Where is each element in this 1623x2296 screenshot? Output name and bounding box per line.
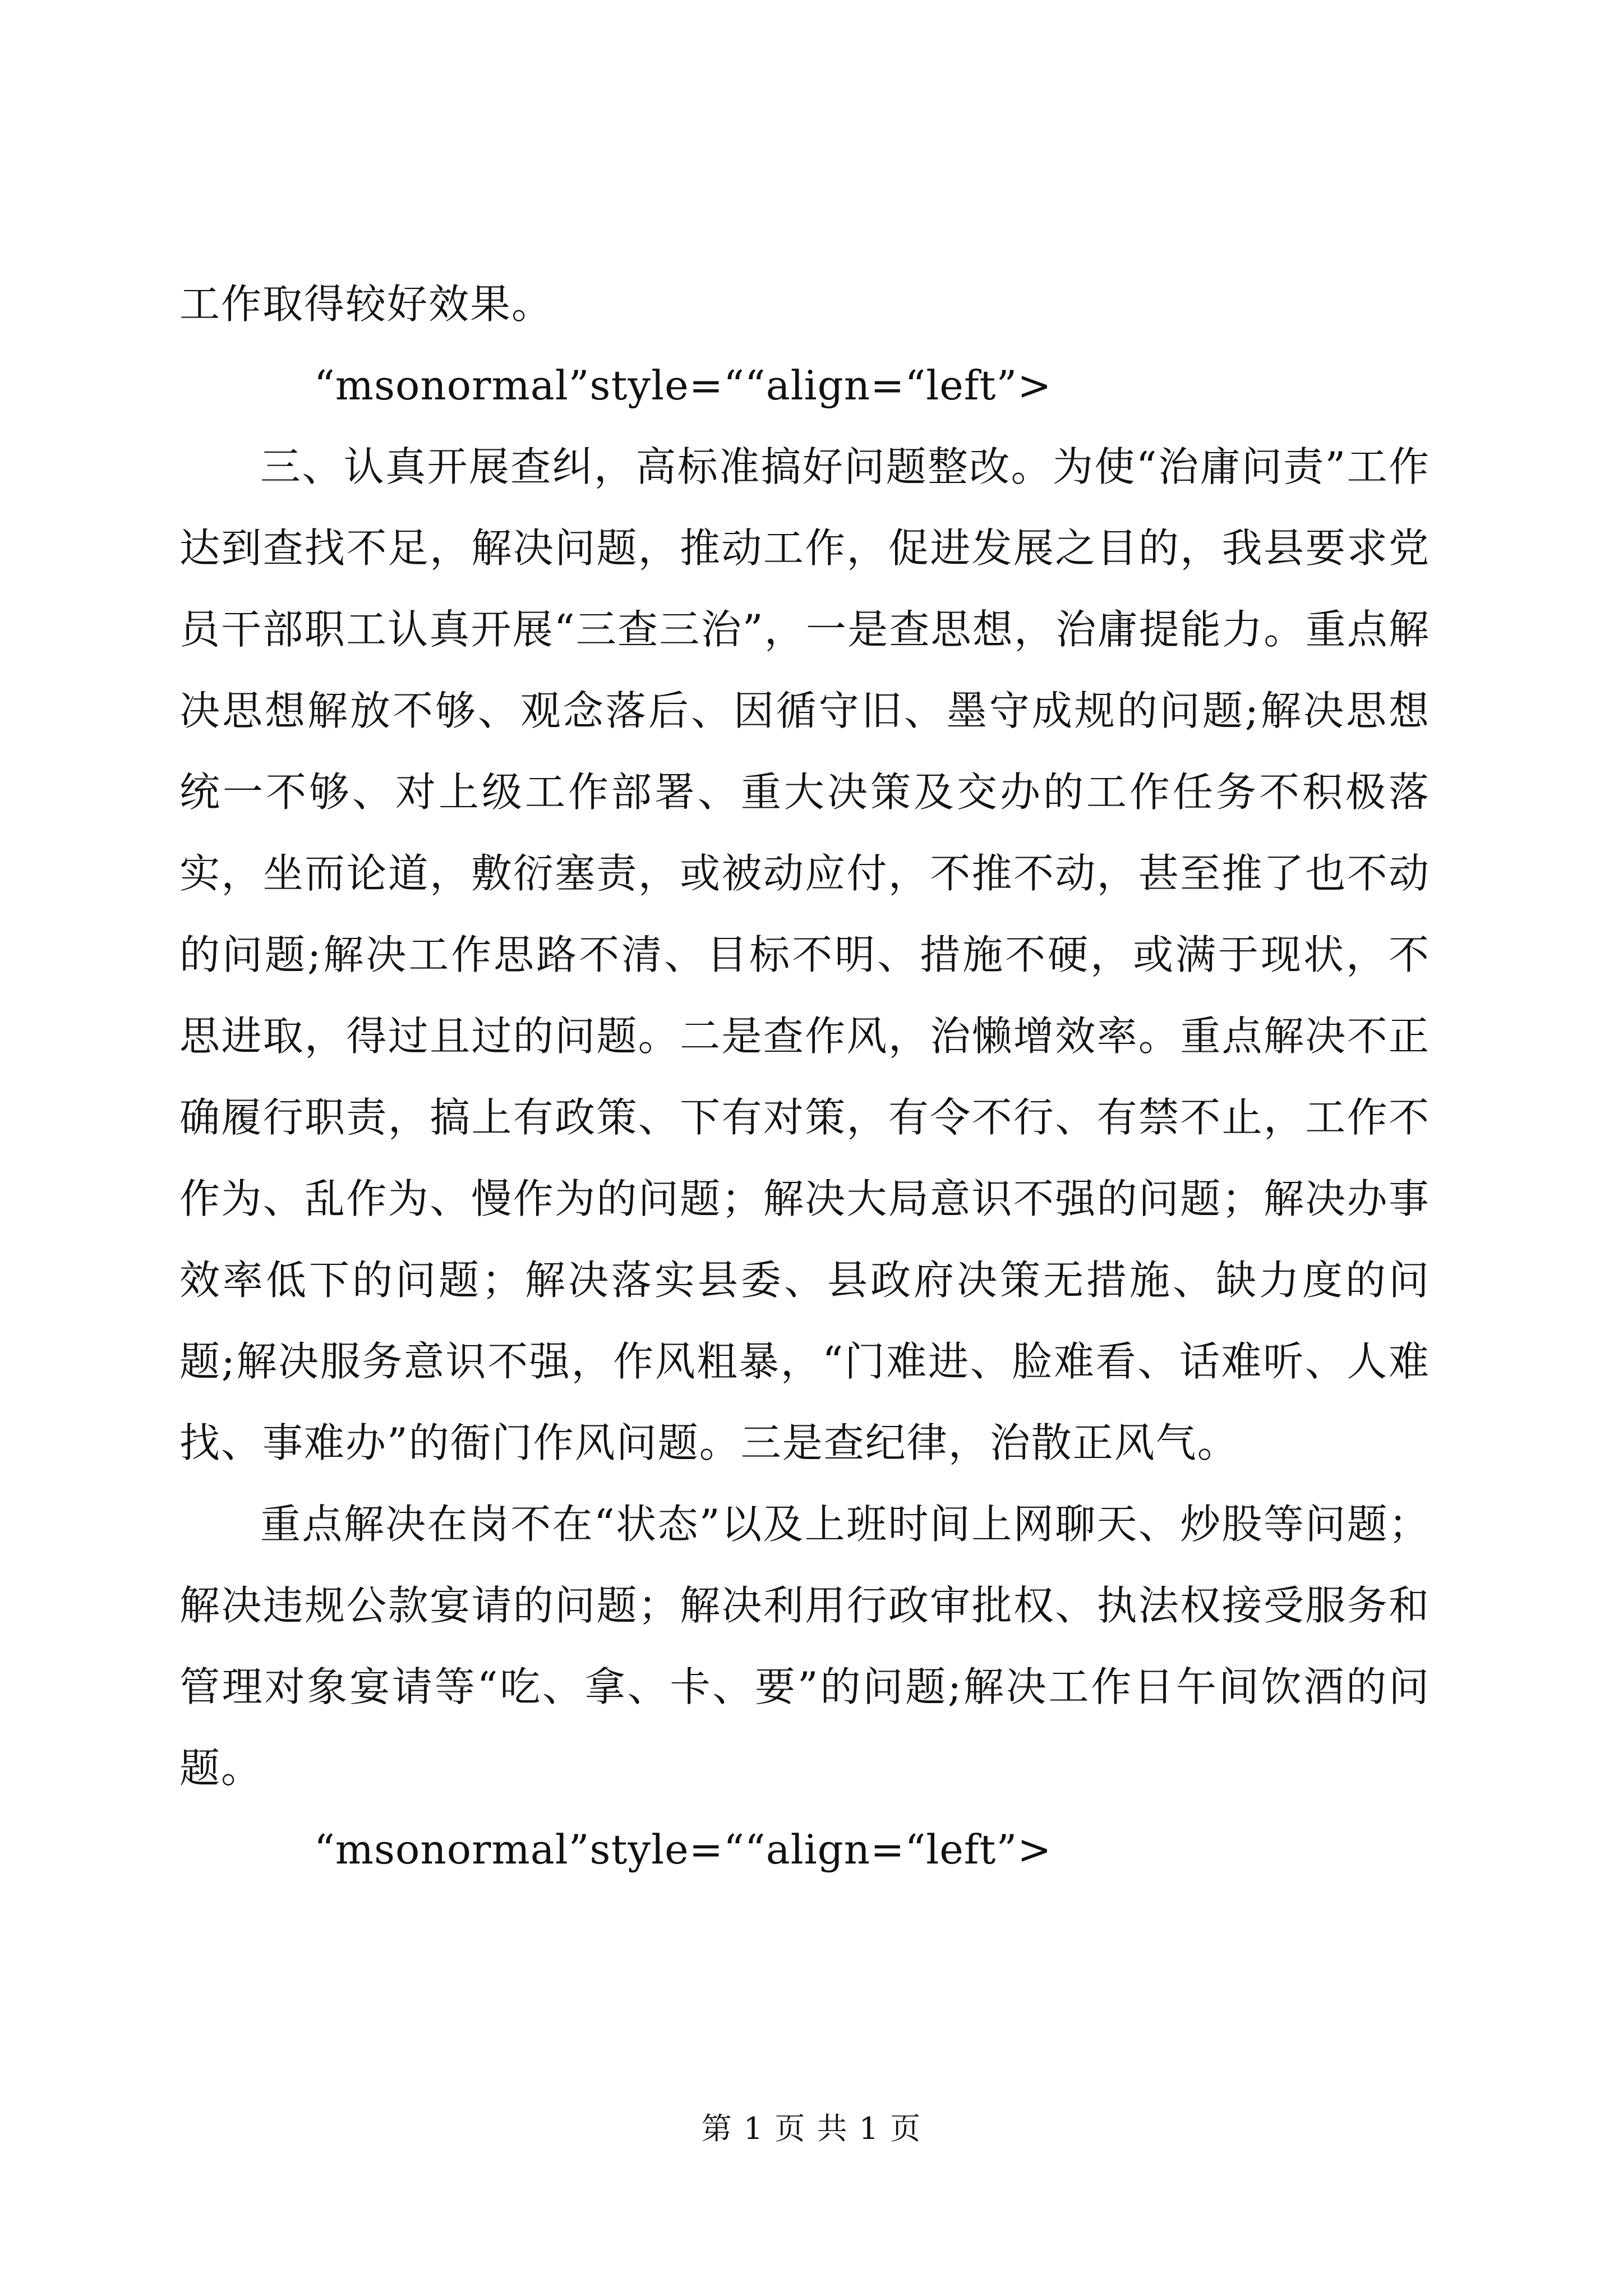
paragraph-key-issues: 重点解决在岗不在“状态”以及上班时间上网聊天、炒股等问题；解决违规公款宴请的问题；解决利用行政审批权、执法权接受服务和管理对象宴请等“吃、拿、卡、要”的问题;解决工作日午间饮酒的问题。: [179, 1501, 1430, 1792]
page-number-label: 第 1 页 共 1 页: [701, 2111, 922, 2146]
page-footer: [0, 2109, 1623, 2148]
document-body: [179, 264, 1430, 1890]
markup-artifact-line: “msonormal”style=““align=“left”>: [314, 1826, 1052, 1873]
paragraph-continuation: 工作取得较好效果。: [179, 280, 554, 328]
paragraph-section-three: 三、认真开展查纠，高标准搞好问题整改。为使“治庸问责”工作达到查找不足，解决问题，推动工作，促进发展之目的，我县要求党员干部职工认真开展“三查三治”，一是查思想，治庸提能力。重点解决思想解放不够、观念落后、因循守旧、墨守成规的问题;解决思想统一不够、对上级工作部署、重大决策及交办的工作任务不积极落实，坐而论道，敷衍塞责，或被动应付，不推不动，甚至推了也不动的问题;解决工作思路不清、目标不明、措施不硬，或满于现状，不思进取，得过且过的问题。二是查作风，治懒增效率。重点解决不正确履行职责，搞上有政策、下有对策，有令不行、有禁不止，工作不作为、乱作为、慢作为的问题；解决大局意识不强的问题；解决办事效率低下的问题；解决落实县委、县政府决策无措施、缺力度的问题;解决服务意识不强，作风粗暴，“门难进、脸难看、话难听、人难找、事难办”的衙门作风问题。三是查纪律，治散正风气。: [179, 443, 1430, 1466]
markup-artifact-line: “msonormal”style=““align=“left”>: [314, 362, 1052, 409]
